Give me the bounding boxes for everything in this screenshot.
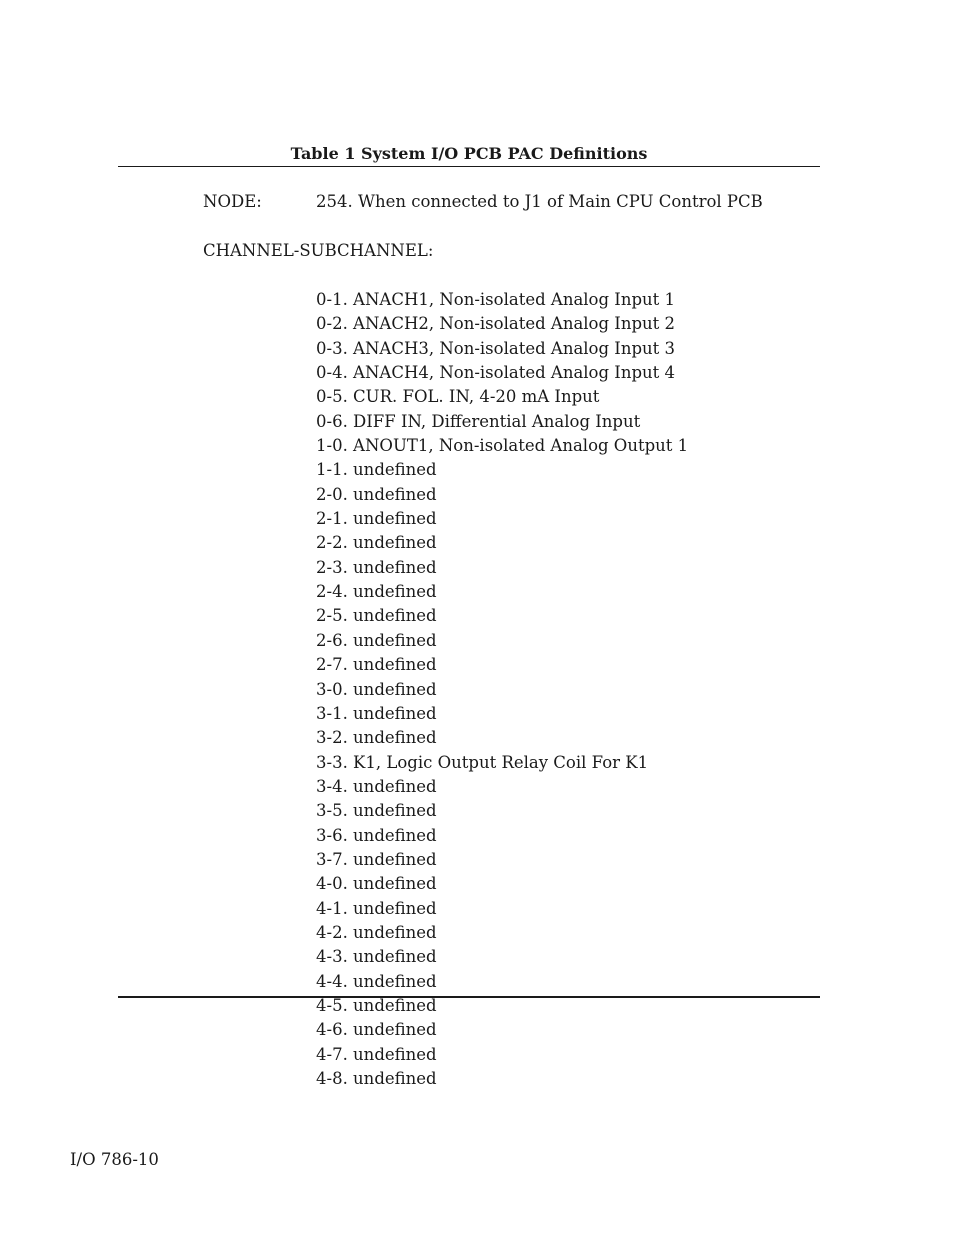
- channel-entry: 3-5. undefined: [316, 801, 437, 821]
- channel-entry: 4-1. undefined: [316, 898, 437, 918]
- channel-subchannel-label: CHANNEL-SUBCHANNEL:: [203, 241, 434, 260]
- node-label: NODE:: [203, 192, 262, 211]
- channel-entry: 4-6. undefined: [316, 1020, 437, 1040]
- table-top-rule: [118, 166, 820, 167]
- channel-entry: 2-2. undefined: [316, 533, 437, 553]
- channel-entry: 4-5. undefined: [316, 995, 437, 1015]
- channel-entry: 4-4. undefined: [316, 971, 437, 991]
- channel-entry: 3-2. undefined: [316, 728, 437, 748]
- channel-entry: 4-8. undefined: [316, 1069, 437, 1088]
- channel-entry: 1-1. undefined: [316, 460, 437, 480]
- channel-entry: 3-7. undefined: [316, 849, 437, 869]
- node-value: 254. When connected to J1 of Main CPU Control PCB: [316, 192, 763, 211]
- channel-entry: 2-3. undefined: [316, 557, 437, 577]
- channel-entry: 0-6. DIFF IN, Differential Analog Input: [316, 411, 641, 431]
- channel-entry: 3-3. K1, Logic Output Relay Coil For K1: [316, 752, 649, 772]
- channel-entry: 3-1. undefined: [316, 703, 437, 723]
- channel-entry: 3-6. undefined: [316, 825, 437, 845]
- channel-subchannel-list: [316, 289, 688, 1092]
- channel-entry: 1-0. ANOUT1, Non-isolated Analog Output 1: [316, 436, 689, 456]
- channel-entry: 4-2. undefined: [316, 922, 437, 942]
- channel-entry: 2-6. undefined: [316, 630, 437, 650]
- page-footer-id: I/O 786-10: [70, 1150, 159, 1169]
- channel-entry: 0-4. ANACH4, Non-isolated Analog Input 4: [316, 363, 676, 383]
- channel-entry: 2-7. undefined: [316, 655, 437, 675]
- channel-entry: 0-2. ANACH2, Non-isolated Analog Input 2: [316, 314, 676, 334]
- channel-entry: 3-4. undefined: [316, 776, 437, 796]
- channel-entry: 4-3. undefined: [316, 947, 437, 967]
- channel-entry: 3-0. undefined: [316, 679, 437, 699]
- channel-entry: 0-3. ANACH3, Non-isolated Analog Input 3: [316, 338, 676, 358]
- table-title: Table 1 System I/O PCB PAC Definitions: [290, 144, 648, 163]
- channel-entry: 2-0. undefined: [316, 484, 437, 504]
- channel-entry: 4-7. undefined: [316, 1044, 437, 1064]
- channel-entry: 2-4. undefined: [316, 582, 437, 602]
- channel-entry: 0-5. CUR. FOL. IN, 4-20 mA Input: [316, 387, 600, 407]
- channel-entry: 4-0. undefined: [316, 874, 437, 894]
- channel-entry: 2-1. undefined: [316, 509, 437, 529]
- table-bottom-rule: [118, 996, 820, 998]
- channel-entry: 2-5. undefined: [316, 606, 437, 626]
- channel-entry: 0-1. ANACH1, Non-isolated Analog Input 1: [316, 290, 676, 309]
